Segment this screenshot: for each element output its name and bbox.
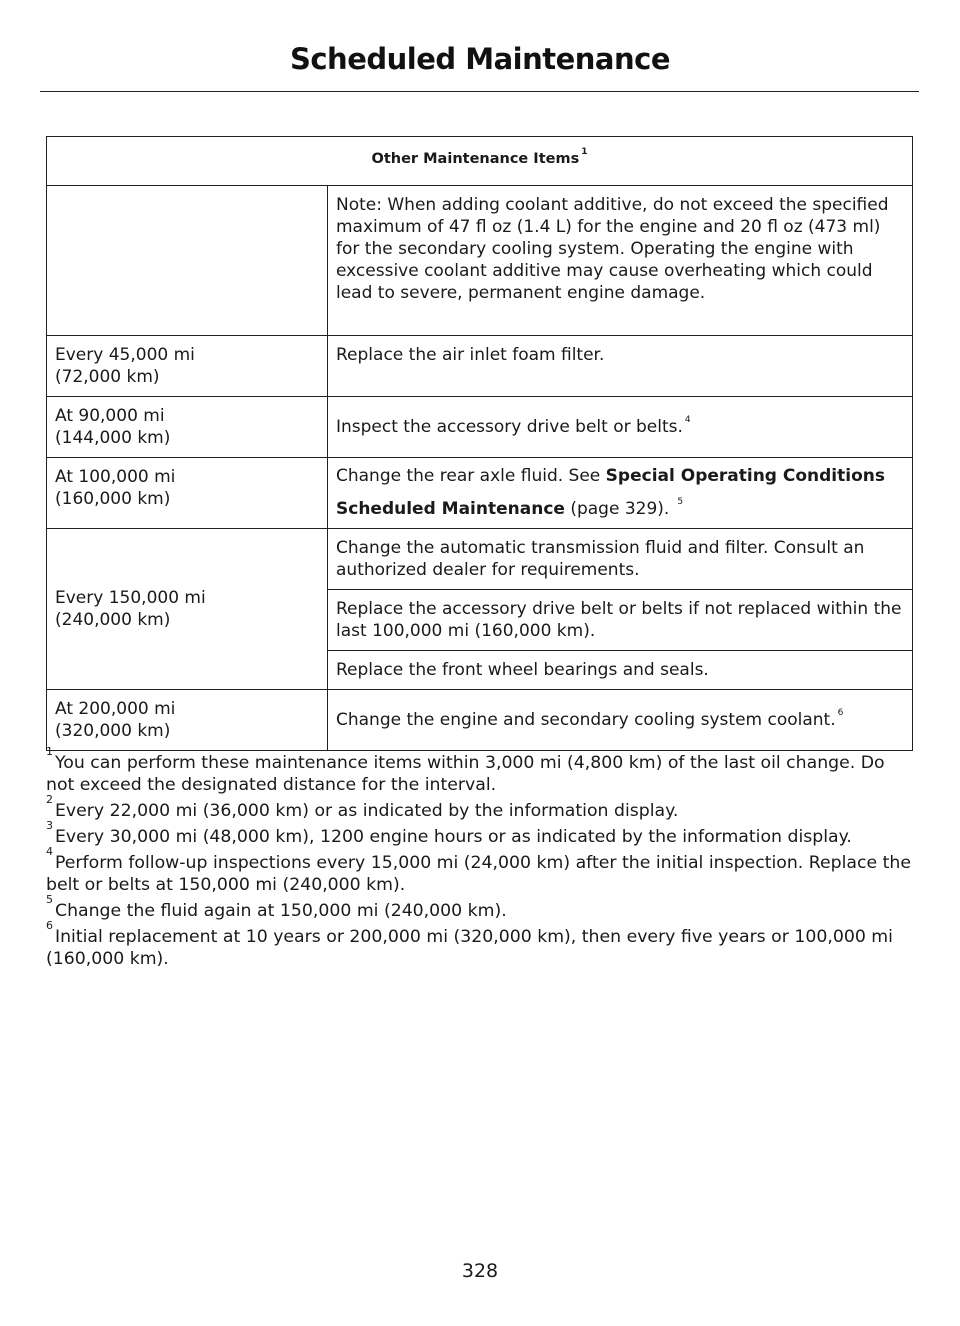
interval-miles: At 90,000 mi (55, 406, 165, 426)
header-divider (40, 91, 919, 92)
page-reference: (page 329). (564, 499, 670, 519)
footnote-number: 4 (46, 845, 53, 859)
maintenance-item: Replace the front wheel bearings and seals. (328, 651, 913, 690)
footnotes (46, 745, 916, 974)
interval-miles: At 200,000 mi (55, 699, 176, 719)
maintenance-item: Change the automatic transmission fluid and filter. Consult an authorized dealer for requirements. (328, 529, 913, 590)
footnote-text: Every 30,000 mi (48,000 km), 1200 engine hours or as indicated by the information display. (55, 827, 852, 847)
table-row (47, 397, 913, 458)
footnote (46, 893, 916, 922)
maintenance-item: Replace the air inlet foam filter. (328, 336, 913, 397)
maintenance-item (328, 690, 913, 751)
maintenance-item (328, 458, 913, 529)
footnote-number: 2 (46, 793, 53, 807)
cross-reference-link[interactable]: Special Operating Conditions Scheduled Maintenance (336, 466, 885, 519)
footnote-text: You can perform these maintenance items within 3,000 mi (4,800 km) of the last oil change. Do not exceed the designated distance for the interval. (46, 753, 885, 795)
table-title-text: Other Maintenance Items (371, 151, 580, 167)
maintenance-item-text: Change the engine and secondary cooling system coolant. (336, 710, 836, 730)
footnote-ref[interactable]: 6 (837, 708, 844, 719)
interval-cell (47, 458, 328, 529)
interval-cell (47, 529, 328, 690)
maintenance-item (328, 397, 913, 458)
interval-km: (320,000 km) (55, 721, 171, 741)
footnote (46, 919, 916, 970)
interval-cell (47, 690, 328, 751)
interval-miles: At 100,000 mi (55, 467, 176, 487)
footnote-text: Initial replacement at 10 years or 200,000 mi (320,000 km), then every five years or 100,000 mi (160,000 km). (46, 927, 893, 969)
coolant-note: Note: When adding coolant additive, do not exceed the specified maximum of 47 fl oz (1.4 L) for the engine and 20 fl oz (473 ml) for the secondary cooling system. Operating the engine with excessive coolant additive may cause overheating which could lead to severe, permanent engine damage. (328, 186, 913, 336)
page-number: 328 (461, 1260, 499, 1282)
footnote-ref[interactable]: 5 (677, 497, 684, 508)
interval-cell (47, 397, 328, 458)
interval-km: (144,000 km) (55, 428, 171, 448)
footnote-ref[interactable]: 4 (684, 415, 691, 426)
maintenance-item-text: Change the rear axle fluid. See (336, 466, 606, 486)
interval-miles: Every 150,000 mi (55, 588, 206, 608)
footnote-text: Perform follow-up inspections every 15,000 mi (24,000 km) after the initial inspection. Replace the belt or belts at 150,000 mi (240,000 km). (46, 853, 911, 895)
interval-cell (47, 336, 328, 397)
maintenance-table (46, 136, 913, 751)
table-title (47, 137, 913, 186)
interval-cell (47, 186, 328, 336)
table-row (47, 186, 913, 336)
footnote (46, 793, 916, 822)
table-row (47, 529, 913, 590)
footnote-number: 5 (46, 893, 53, 907)
table-row (47, 458, 913, 529)
maintenance-item: Replace the accessory drive belt or belts if not replaced within the last 100,000 mi (160,000 km). (328, 590, 913, 651)
footnote-number: 3 (46, 819, 53, 833)
page-title: Scheduled Maintenance (289, 42, 671, 76)
maintenance-item-text: Inspect the accessory drive belt or belts. (336, 417, 683, 437)
interval-km: (240,000 km) (55, 610, 171, 630)
footnote-number: 6 (46, 919, 53, 933)
interval-km: (72,000 km) (55, 367, 160, 387)
footnote (46, 845, 916, 896)
interval-miles: Every 45,000 mi (55, 345, 195, 365)
table-row (47, 336, 913, 397)
footnote (46, 745, 916, 796)
footnote-text: Change the fluid again at 150,000 mi (240,000 km). (55, 901, 507, 921)
footnote-number: 1 (46, 745, 53, 759)
footnote-text: Every 22,000 mi (36,000 km) or as indicated by the information display. (55, 801, 679, 821)
table-row (47, 690, 913, 751)
interval-km: (160,000 km) (55, 489, 171, 509)
footnote (46, 819, 916, 848)
table-header-row (47, 137, 913, 186)
table-title-footnote-ref[interactable]: 1 (581, 147, 588, 158)
